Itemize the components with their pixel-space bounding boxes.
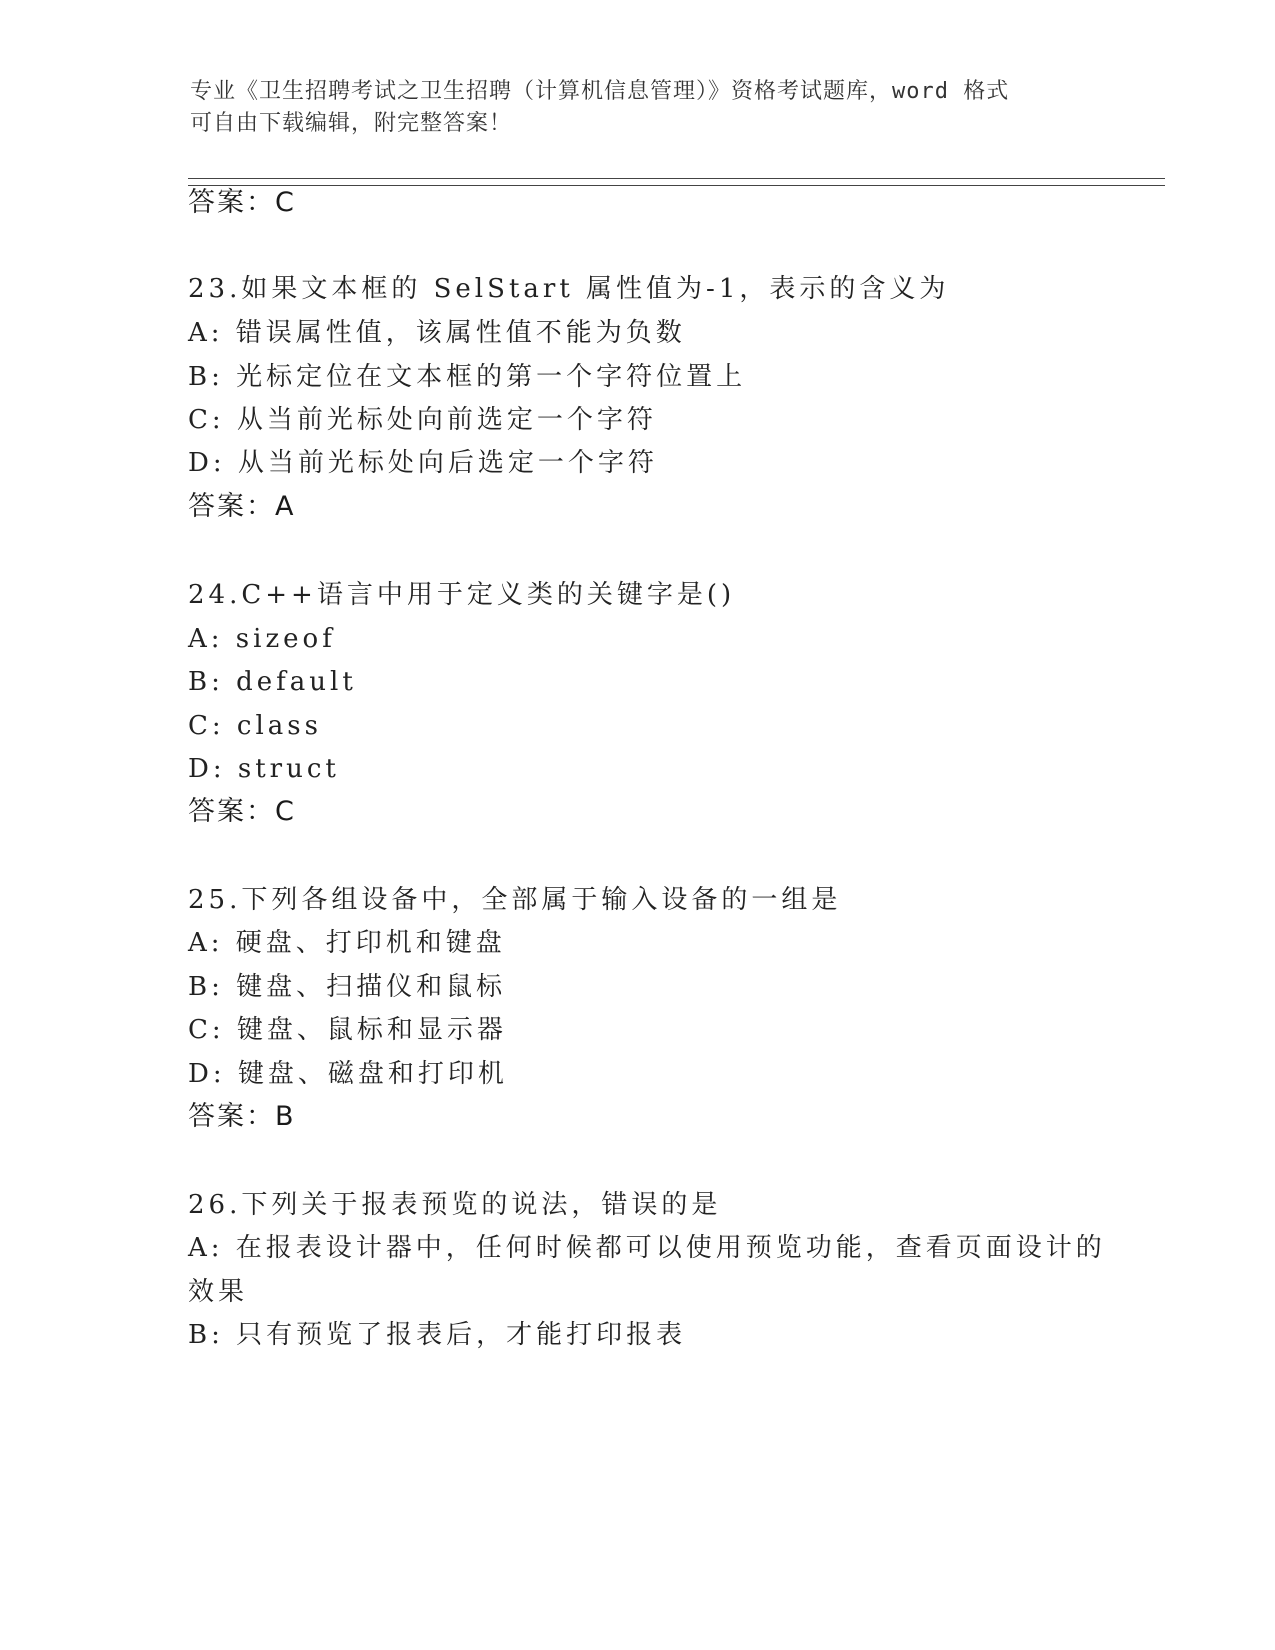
- question-26-option-a: A: 在报表设计器中，任何时候都可以使用预览功能，查看页面设计的: [188, 1233, 1106, 1263]
- question-24-answer: 答案：C: [188, 796, 296, 827]
- question-24-option-d: D: struct: [188, 754, 340, 784]
- question-25-option-d: D: 键盘、磁盘和打印机: [188, 1059, 508, 1089]
- question-23-option-d: D: 从当前光标处向后选定一个字符: [188, 448, 658, 478]
- question-26-stem: 26.下列关于报表预览的说法，错误的是: [188, 1190, 722, 1220]
- question-24-option-c: C: class: [188, 711, 322, 741]
- question-26-option-a-continued: 效果: [188, 1277, 249, 1307]
- question-25-option-b: B: 键盘、扫描仪和鼠标: [188, 972, 507, 1002]
- question-25-option-c: C: 键盘、鼠标和显示器: [188, 1015, 507, 1045]
- header-line-1: 专业《卫生招聘考试之卫生招聘（计算机信息管理）》资格考试题库，word 格式: [190, 79, 1010, 104]
- question-23-option-b: B: 光标定位在文本框的第一个字符位置上: [188, 362, 747, 392]
- question-23-option-a: A: 错误属性值，该属性值不能为负数: [188, 318, 686, 348]
- question-24-option-a: A: sizeof: [188, 624, 336, 654]
- question-23-stem: 23.如果文本框的 SelStart 属性值为-1，表示的含义为: [188, 274, 950, 304]
- header-divider: [188, 178, 1165, 186]
- question-25-option-a: A: 硬盘、打印机和键盘: [188, 928, 506, 958]
- document-header: [190, 76, 1090, 140]
- question-23-answer: 答案：A: [188, 491, 296, 522]
- question-25-answer: 答案：B: [188, 1101, 296, 1132]
- question-24-option-b: B: default: [188, 667, 357, 697]
- header-line-2: 可自由下载编辑，附完整答案！: [190, 111, 513, 136]
- question-23-option-c: C: 从当前光标处向前选定一个字符: [188, 405, 657, 435]
- previous-answer: 答案：C: [188, 187, 296, 218]
- question-26-option-b: B: 只有预览了报表后，才能打印报表: [188, 1320, 687, 1350]
- question-25-stem: 25.下列各组设备中，全部属于输入设备的一组是: [188, 885, 842, 915]
- question-24-stem: 24.C++语言中用于定义类的关键字是(): [188, 580, 736, 610]
